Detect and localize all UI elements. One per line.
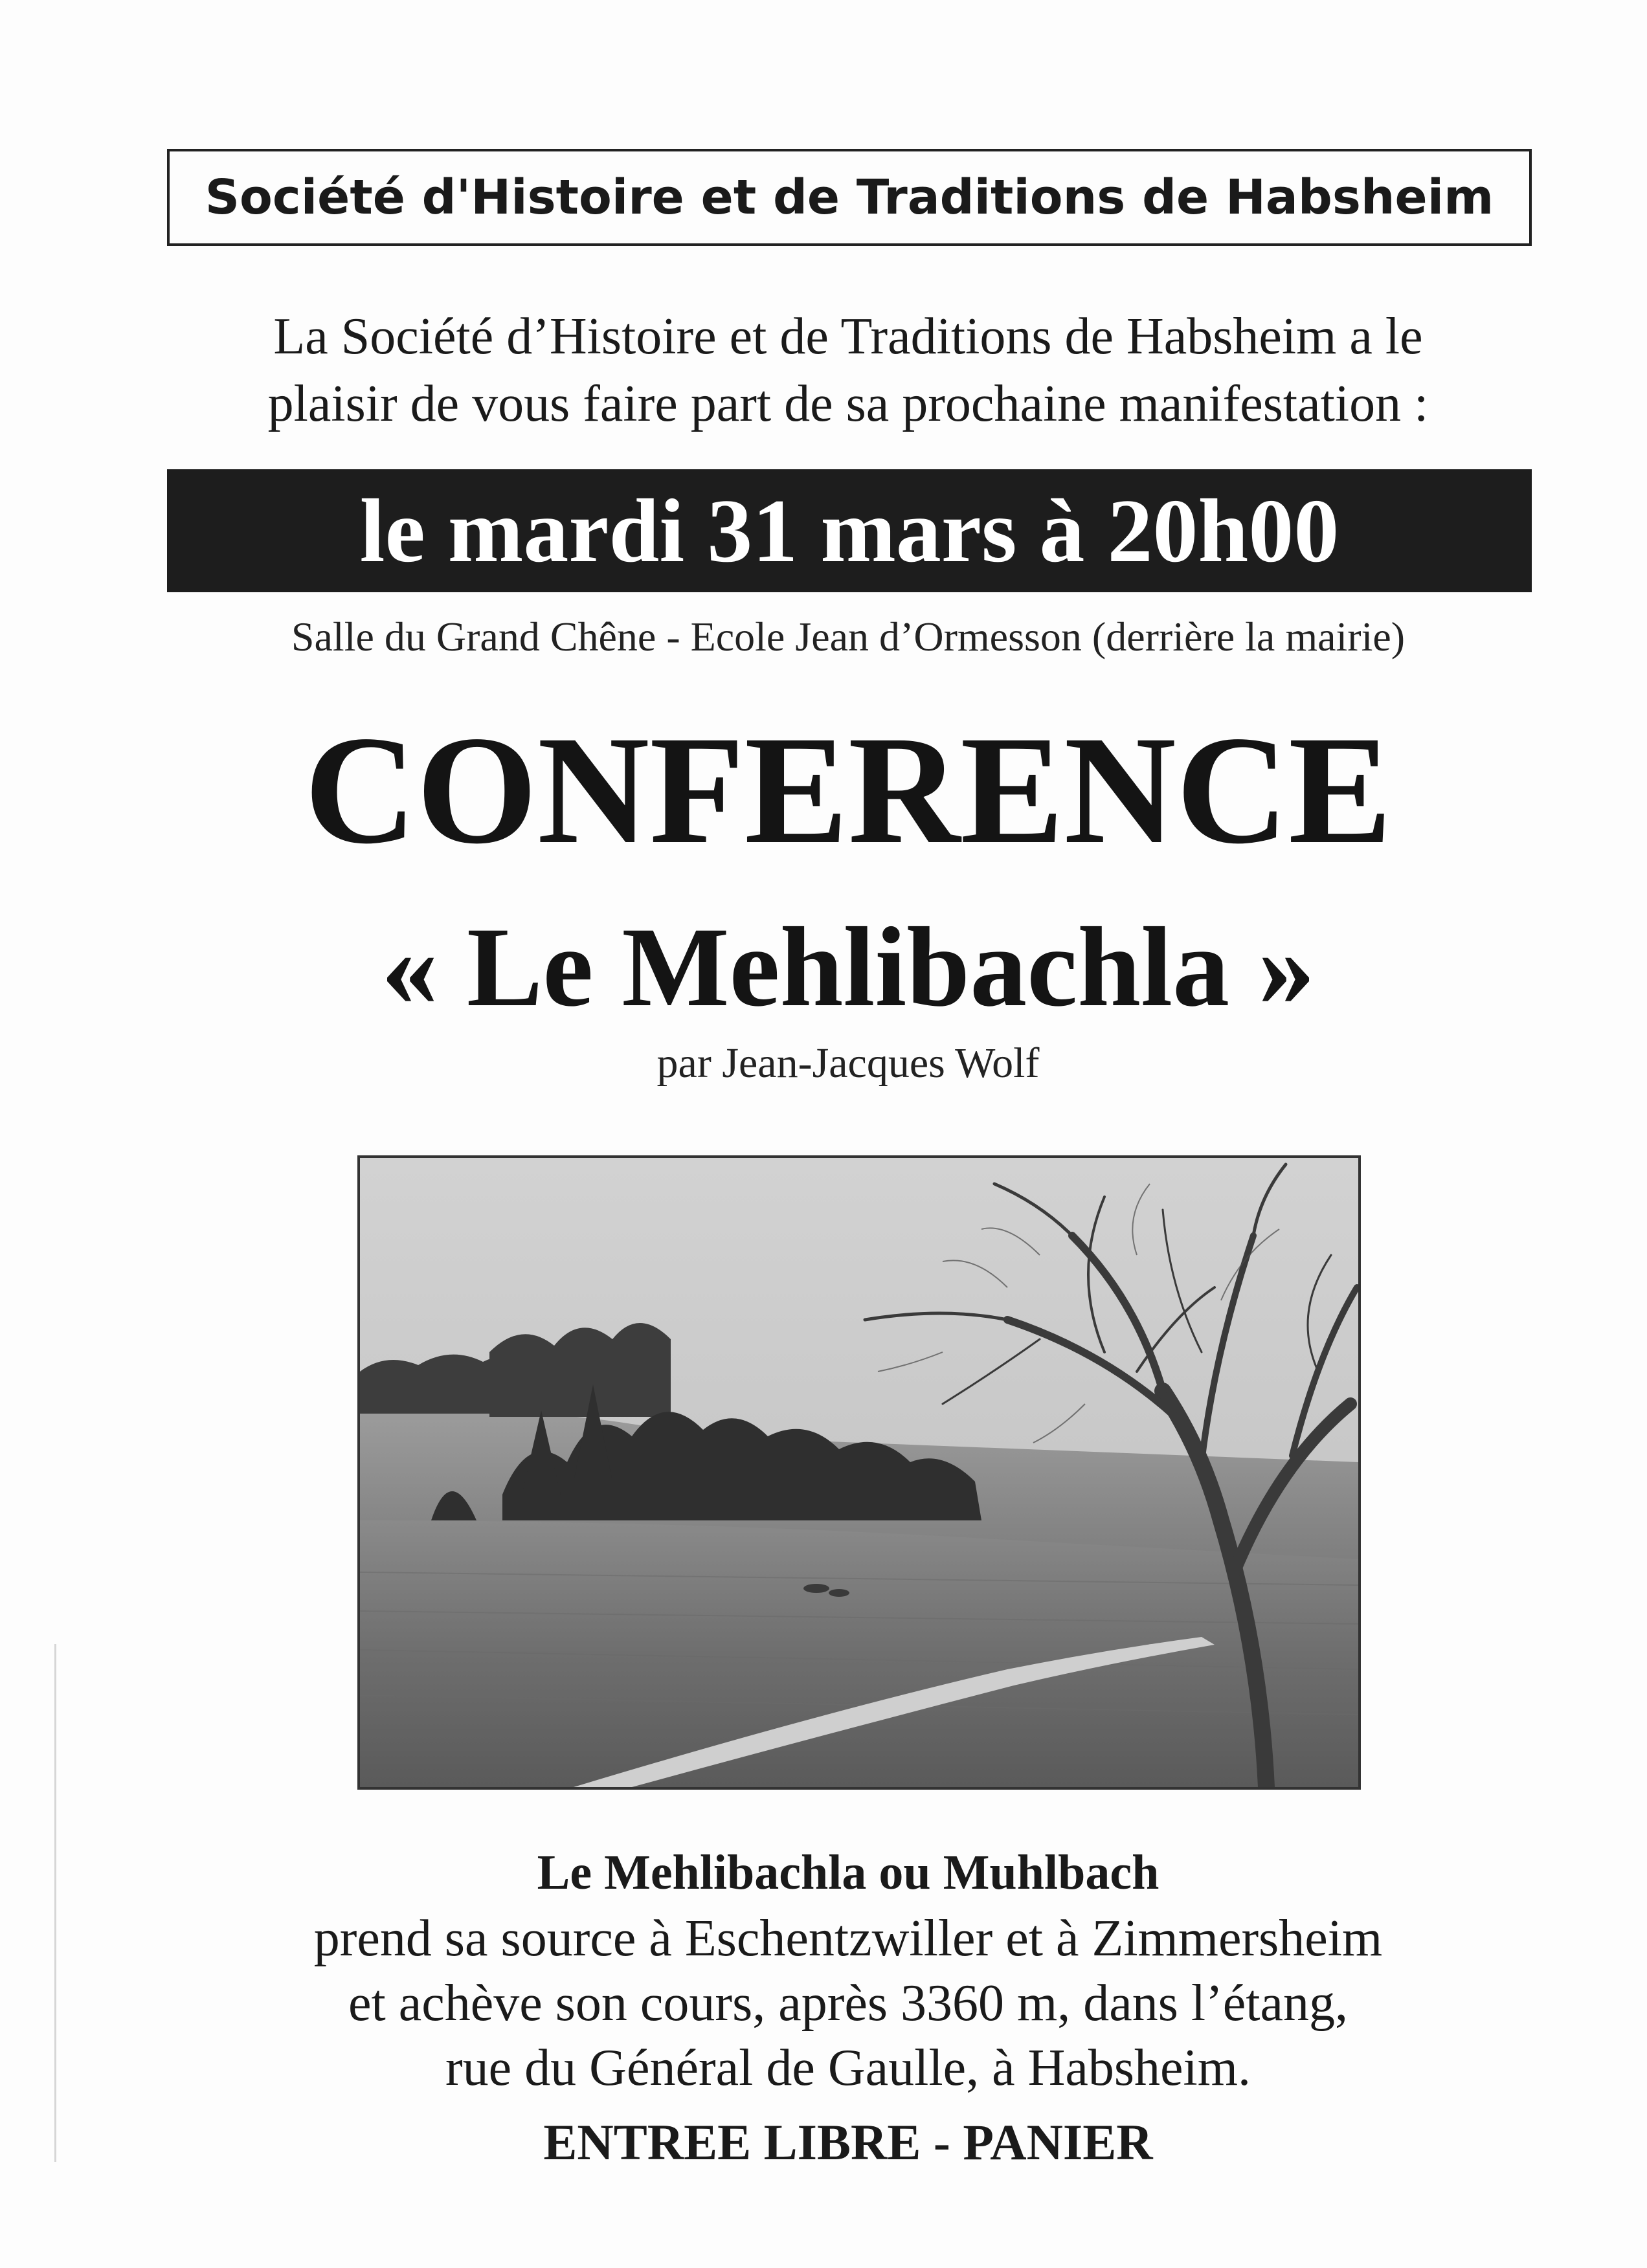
speaker-name: par Jean-Jacques Wolf — [656, 1040, 1040, 1087]
event-venue: Salle du Grand Chêne - Ecole Jean d’Ormesson (derrière la mairie) — [291, 614, 1406, 660]
landscape-photo-drawing — [360, 1158, 1358, 1787]
intro-line-1: La Société d’Histoire et de Traditions de Habsheim a le — [273, 308, 1423, 365]
society-header — [167, 149, 1532, 246]
admission-note: ENTREE LIBRE - PANIER — [543, 2114, 1153, 2170]
scan-edge-mark — [54, 1644, 56, 2162]
description-line-2: et achève son cours, après 3360 m, dans l’étang, — [348, 1975, 1348, 2032]
event-date-banner — [167, 469, 1532, 592]
description-title: Le Mehlibachla ou Muhlbach — [537, 1845, 1160, 1900]
description-line-3: rue du Général de Gaulle, à Habsheim. — [445, 2040, 1251, 2096]
event-date: le mardi 31 mars à 20h00 — [359, 480, 1339, 581]
landscape-photo — [357, 1155, 1361, 1790]
talk-title: « Le Mehlibachla » — [381, 904, 1316, 1030]
field — [360, 1520, 1358, 1787]
description-line-1: prend sa source à Eschentzwiller et à Zimmersheim — [313, 1910, 1383, 1967]
intro-line-2: plaisir de vous faire part de sa prochaine manifestation : — [267, 375, 1429, 432]
event-type-heading: CONFERENCE — [304, 704, 1393, 876]
society-name: Société d'Histoire et de Traditions de Habsheim — [205, 170, 1494, 225]
